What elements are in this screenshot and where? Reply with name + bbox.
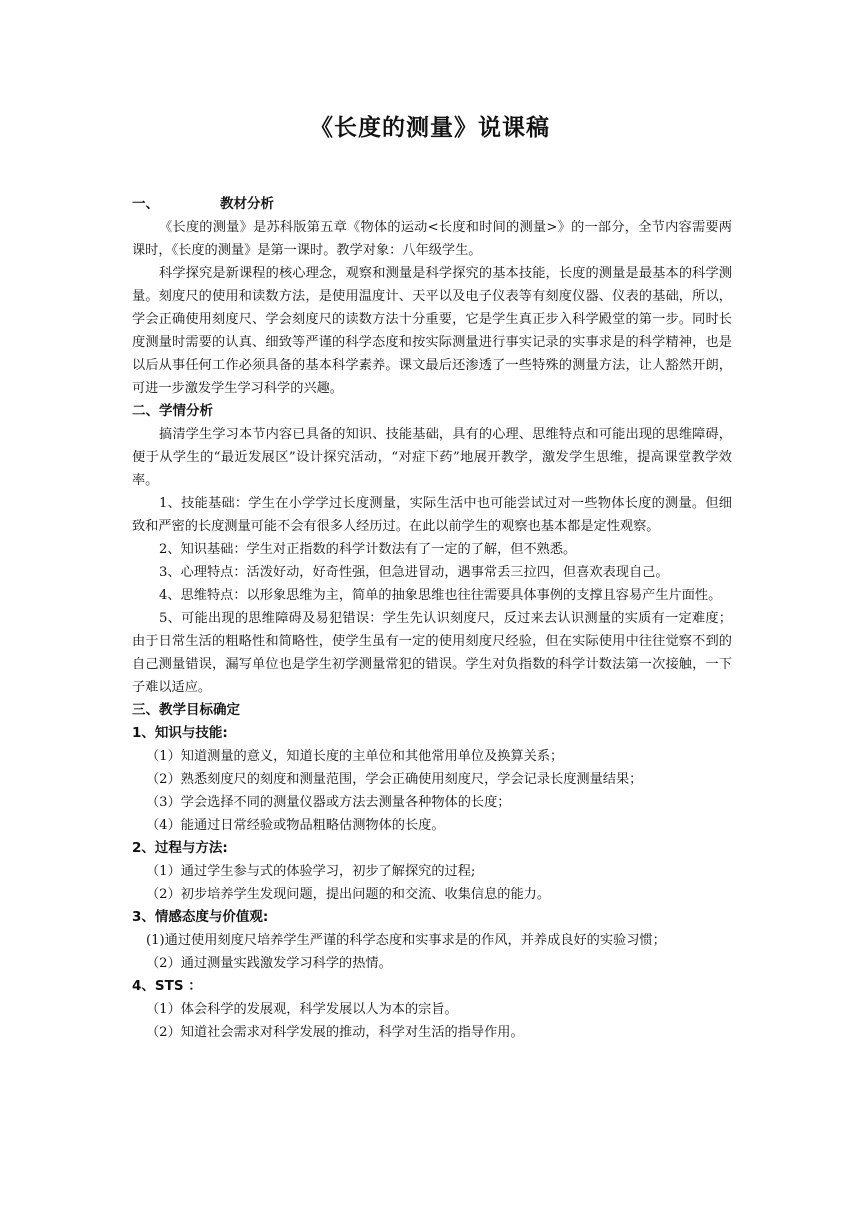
paragraph: 2、知识基础：学生对正指数的科学计数法有了一定的了解，但不熟悉。: [159, 542, 577, 557]
section-heading-teaching-goals: 三、教学目标确定: [132, 702, 240, 718]
list-item: (1)通过使用刻度尺培养学生严谨的科学态度和实事求是的作风，并养成良好的实验习惯；: [146, 933, 666, 948]
list-item: （1）体会科学的发展观，科学发展以人为本的宗旨。: [146, 1002, 458, 1017]
subsection-heading-process: 2、过程与方法:: [132, 840, 228, 856]
paragraph: 1、技能基础：学生在小学学过长度测量，实际生活中也可能尝试过对一些物体长度的测量。但细致和严密的长度测量可能不会有很多人经历过。在此以前学生的观察也基本都是定性观察。: [132, 496, 732, 534]
paragraph: 科学探究是新课程的核心理念，观察和测量是科学探究的基本技能，长度的测量是最基本的科学测量。刻度尺的使用和读数方法，是使用温度计、天平以及电子仪表等有刻度仪器、仪表的基础，所以，学会正确使用刻度尺、学会刻度尺的读数方法十分重要，它是学生真正步入科学殿堂的第一步。同时长度测量时需要的认真、细致等严谨的科学态度和按实际测量进行事实记录的实事求是的科学精神，也是以后从事任何工作必须具备的基本科学素养。课文最后还渗透了一些特殊的测量方法，让人豁然开朗，可进一步激发学生学习科学的兴趣。: [132, 266, 732, 396]
section-title: 教材分析: [220, 196, 274, 212]
subsection-heading-knowledge: 1、知识与技能:: [132, 725, 228, 741]
paragraph: 4、思维特点：以形象思维为主，简单的抽象思维也往往需要具体事例的支撑且容易产生片面性。: [159, 588, 722, 603]
list-item: （2）知道社会需求对科学发展的推动，科学对生活的指导作用。: [146, 1025, 524, 1040]
list-item: （2）通过测量实践激发学习科学的热情。: [146, 956, 392, 971]
list-item: （2）熟悉刻度尺的刻度和测量范围，学会正确使用刻度尺，学会记录长度测量结果；: [146, 772, 643, 787]
subsection-heading-sts: 4、STS ：: [132, 978, 202, 994]
paragraph: 搞清学生学习本节内容已具备的知识、技能基础，具有的心理、思维特点和可能出现的思维障碍，便于从学生的“最近发展区”设计探究活动，“对症下药”地展开教学，激发学生思维，提高课堂教学效率。: [132, 427, 732, 488]
list-item: （4）能通过日常经验或物品粗略估测物体的长度。: [146, 818, 445, 833]
paragraph: 《长度的测量》是苏科版第五章《物体的运动<长度和时间的测量>》的一部分，全节内容需要两课时，《长度的测量》是第一课时。教学对象：八年级学生。: [132, 220, 732, 258]
list-item: （3）学会选择不同的测量仪器或方法去测量各种物体的长度；: [146, 795, 511, 810]
paragraph: 5、可能出现的思维障碍及易犯错误：学生先认识刻度尺，反过来去认识测量的实质有一定难度；由于日常生活的粗略性和简略性，使学生虽有一定的使用刻度尺经验，但在实际使用中往往觉察不到的自己测量错误，漏写单位也是学生初学测量常犯的错误。学生对负指数的科学计数法第一次接触，一下子难以适应。: [132, 611, 732, 695]
list-item: （2）初步培养学生发现问题，提出问题的和交流、收集信息的能力。: [146, 887, 551, 902]
paragraph: 3、心理特点：活泼好动，好奇性强，但急进冒动，遇事常丢三拉四，但喜欢表现自己。: [159, 565, 669, 580]
page-title: 《长度的测量》说课稿: [310, 115, 550, 141]
subsection-heading-attitude: 3、情感态度与价值观:: [132, 909, 269, 925]
section-heading-textbook-analysis: [132, 193, 732, 216]
section-heading-student-analysis: 二、学情分析: [132, 403, 213, 419]
list-item: （1）知道测量的意义，知道长度的主单位和其他常用单位及换算关系；: [146, 749, 564, 764]
section-number: 一、: [132, 196, 159, 212]
document-body: [132, 193, 732, 1044]
list-item: （1）通过学生参与式的体验学习，初步了解探究的过程;: [146, 864, 476, 879]
